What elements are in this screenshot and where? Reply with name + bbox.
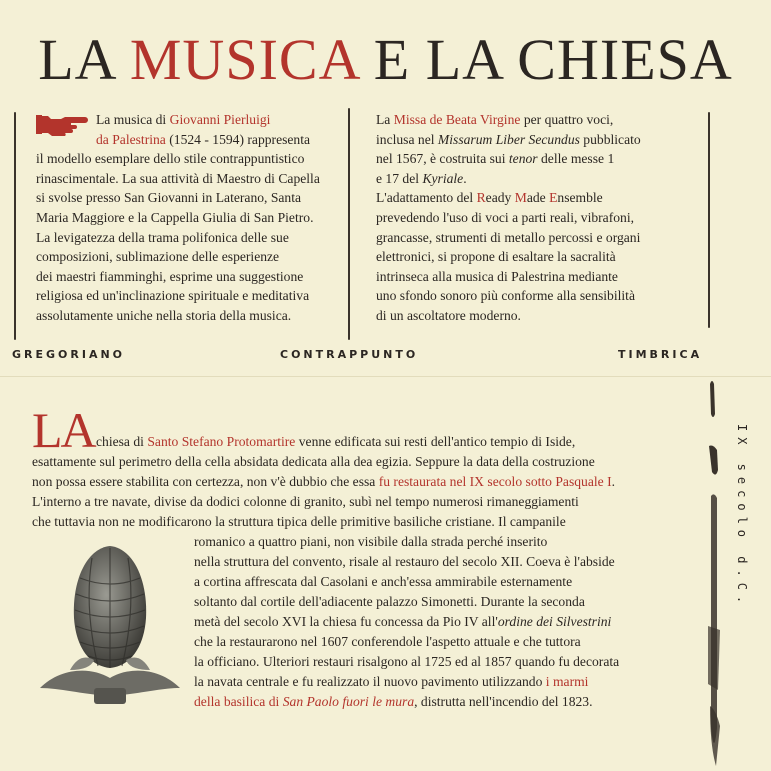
lower-line-5: che tuttavia non ne modificarono la struttura tipica delle primitive basiliche cristiane. Il campanile: [32, 514, 566, 529]
title-part1: LA: [38, 27, 130, 92]
page-title: [0, 26, 771, 93]
right-line: di un ascoltatore moderno.: [376, 307, 521, 323]
left-line-2: da Palestrina (1524 - 1594) rappresenta: [96, 131, 311, 147]
lower-line-8: a cortina affrescata dal Casolani e anch'essa ammirabile esternamente: [194, 574, 573, 589]
title-part2: E LA CHIESA: [358, 27, 733, 92]
label-contrappunto: CONTRAPPUNTO: [280, 348, 419, 361]
left-line: composizioni, sublimazione delle esperienze: [36, 249, 280, 265]
right-line-4: e 17 del Kyriale.: [376, 170, 467, 186]
label-gregoriano: GREGORIANO: [12, 348, 126, 361]
lower-line-14: della basilica di San Paolo fuori le mura, distrutta nell'incendio del 1823.: [194, 694, 593, 709]
lower-line-3: non possa essere stabilita con certezza, non v'è dubbio che essa fu restaurata nel IX secolo sotto Pasquale I.: [32, 474, 616, 489]
lower-line-2: esattamente sul perimetro della cella absidata dedicata alla dea egizia. Seppure la data della costruzione: [32, 454, 595, 469]
fold-line: [0, 376, 771, 377]
left-line: assolutamente uniche nella storia della musica.: [36, 307, 292, 323]
right-line-1: La Missa de Beata Virgine per quattro voci,: [376, 112, 614, 127]
right-line: grancasse, strumenti di metallo percossi e organi: [376, 229, 641, 245]
pine-cone-ornament: [30, 538, 190, 708]
right-line: prevedendo l'uso di voci a parti reali, vibrafoni,: [376, 209, 635, 225]
composer-name-2: da Palestrina: [96, 131, 166, 147]
right-line-5: L'adattamento del Ready Made Ensemble: [376, 190, 603, 206]
right-line: elettronici, si propone di esaltare la sacralità: [376, 249, 616, 265]
right-line: uno sfondo sonoro più conforme alla sensibilità: [376, 288, 635, 304]
lower-line-13: la navata centrale e fu realizzato il nuovo pavimento utilizzando i marmi: [194, 674, 589, 689]
right-line: intrinseca alla musica di Palestrina mediante: [376, 268, 618, 284]
lower-line-6: romanico a quattro piani, non visibile dalla strada perché inserito: [194, 534, 548, 549]
lower-line-7: nella struttura del convento, risale al restauro del secolo XII. Coeva è l'abside: [194, 554, 615, 569]
left-line: il modello esemplare dello stile contrappuntistico: [36, 151, 305, 167]
left-line-1: La musica di Giovanni Pierluigi: [96, 112, 271, 127]
left-line: Maria Maggiore e la Cappella Giulia di San Pietro.: [36, 209, 314, 225]
left-line: religiosa ed un'inclinazione spirituale e meditativa: [36, 288, 310, 304]
lower-line-10: metà del secolo XVI la chiesa fu concessa da Pio IV all'ordine dei Silvestrini: [194, 614, 612, 629]
left-rule: [14, 112, 16, 340]
right-line-2: inclusa nel Missarum Liber Secundus pubblicato: [376, 131, 641, 147]
left-column: [36, 110, 336, 326]
lower-line-9: soltanto dal cortile dell'adiacente palazzo Simonetti. Durante la seconda: [194, 594, 585, 609]
label-timbrica: TIMBRICA: [618, 348, 703, 361]
left-line: dei maestri fiamminghi, esprime una suggestione: [36, 268, 304, 284]
composer-name: Giovanni Pierluigi: [169, 112, 271, 127]
lower-line-11: che la restaurarono nel 1607 conferendole l'aspetto attuale e che tuttora: [194, 634, 581, 649]
brush-stroke-ornament: [700, 376, 728, 771]
right-rule: [708, 112, 710, 328]
century-caption: IX secolo d.C.: [735, 424, 749, 610]
right-column: [376, 110, 696, 326]
title-accent: MUSICA: [129, 27, 359, 92]
left-line: rinascimentale. La sua attività di Maestro di Capella: [36, 170, 320, 186]
left-line: La levigatezza della trama polifonica delle sue: [36, 229, 289, 245]
center-rule: [348, 108, 350, 340]
lower-line-12: la officiano. Ulteriori restauri risalgono al 1725 ed al 1857 quando fu decorata: [194, 654, 620, 669]
mass-title: Missa de Beata Virgine: [393, 112, 521, 127]
left-line: si svolse presso San Giovanni in Laterano, Santa: [36, 190, 302, 206]
church-name: Santo Stefano Protomartire: [147, 434, 296, 449]
dropcap: LA: [32, 402, 95, 458]
lower-line-4: L'interno a tre navate, divise da dodici colonne di granito, subì nel tempo numerosi rimaneggiamenti: [32, 494, 579, 509]
right-line-3: nel 1567, è costruita sui tenor delle messe 1: [376, 151, 615, 167]
lower-line-1: chiesa di Santo Stefano Protomartire venne edificata sui resti dell'antico tempio di Iside,: [96, 434, 576, 449]
